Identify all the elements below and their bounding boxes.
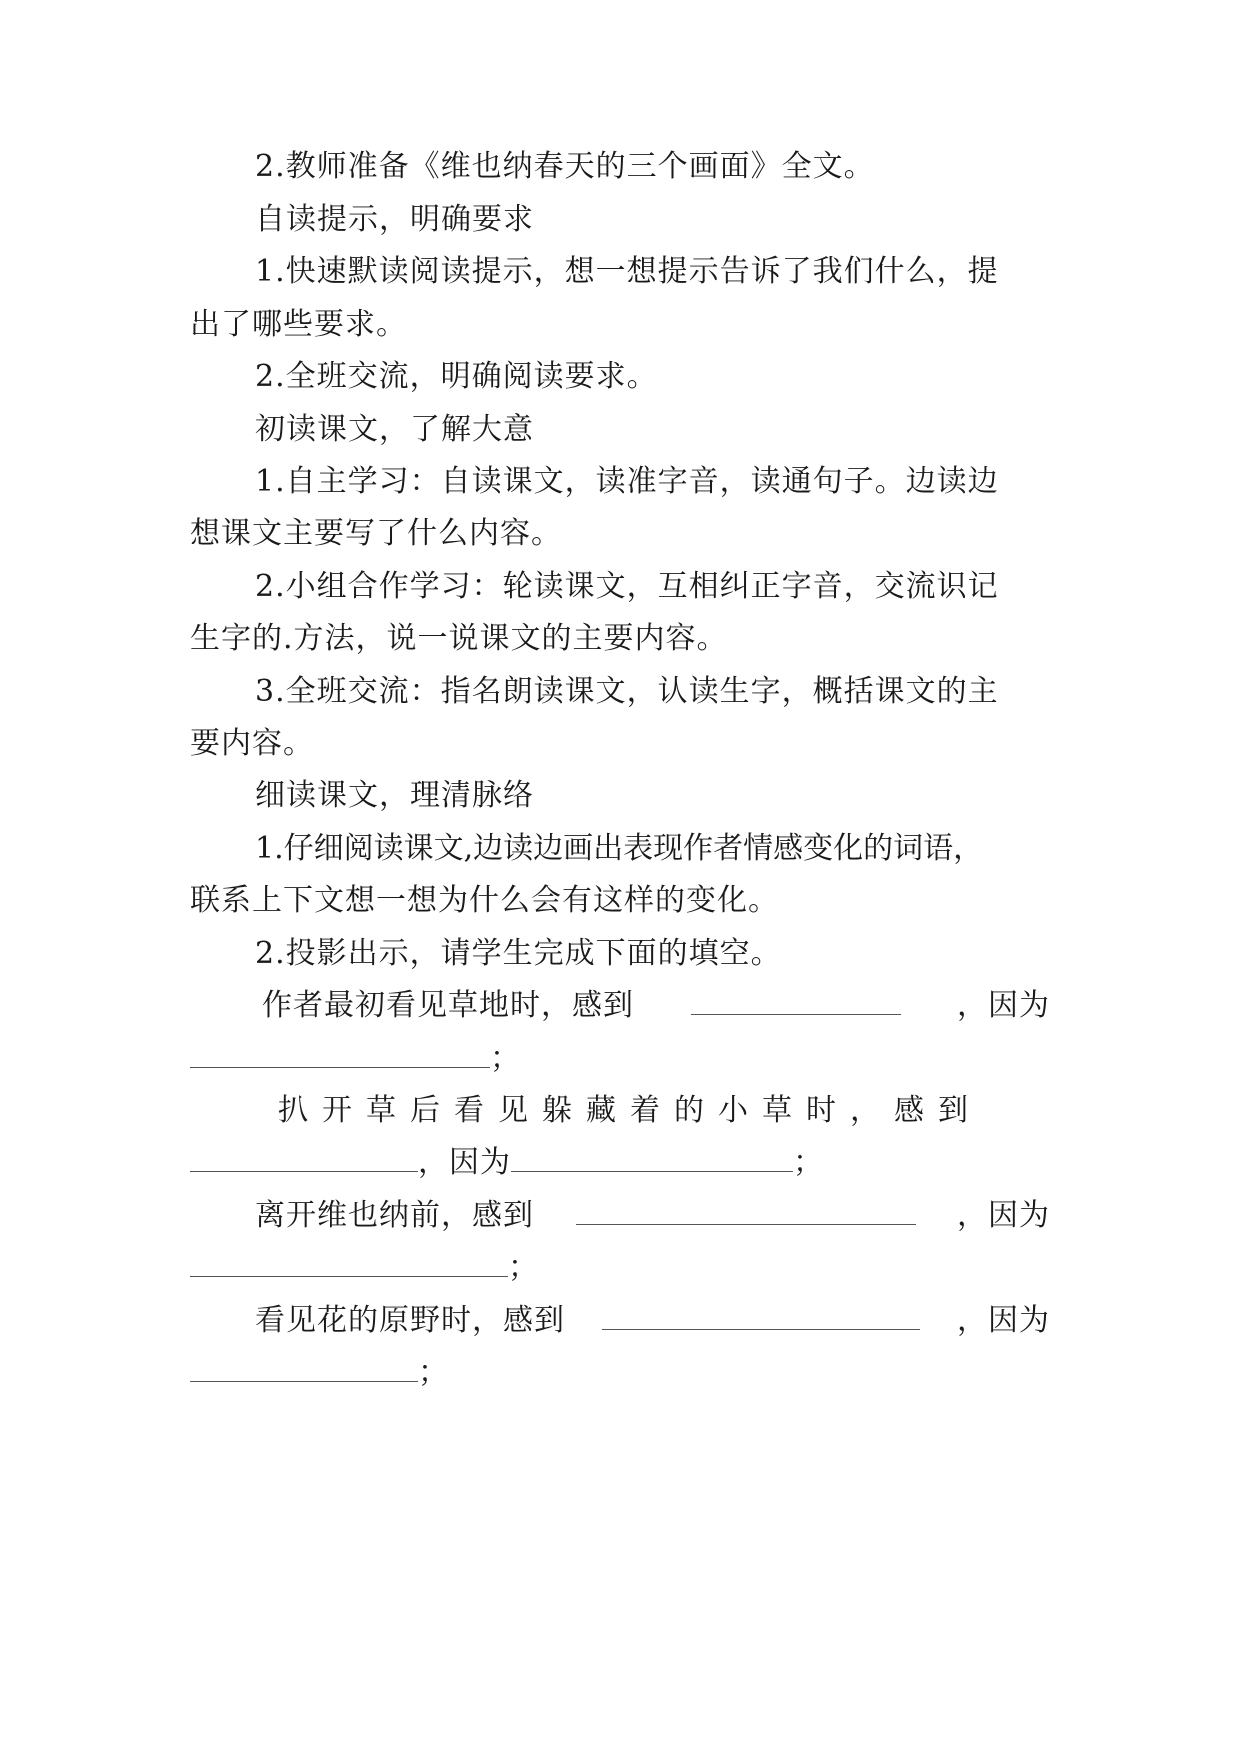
fill-in-blank-reason[interactable] <box>190 1248 508 1277</box>
section-heading-first-reading: 初读课文，了解大意 <box>255 412 534 447</box>
fill-in-because: ，因为 <box>957 988 1050 1023</box>
fill-in-because: ，因为 <box>957 1303 1050 1338</box>
fill-in-row-2 <box>278 1091 1050 1131</box>
fill-in-end: ； <box>793 1145 824 1180</box>
fill-in-blank-reason[interactable] <box>511 1143 793 1172</box>
fill-in-row-3 <box>255 1196 1050 1236</box>
text-segment: 1.快速默读阅读提示，想一想提示告诉了我们什么，提 <box>255 254 999 289</box>
fill-in-blank-feeling[interactable] <box>576 1196 916 1225</box>
paragraph-projection: 2.投影出示，请学生完成下面的填空。 <box>255 936 782 971</box>
paragraph-class-exchange: 2.全班交流，明确阅读要求。 <box>255 359 658 394</box>
section-heading-self-reading: 自读提示，明确要求 <box>255 202 534 237</box>
fill-in-row-3-cont <box>190 1248 1050 1288</box>
paragraph-self-study-line1: 1.自主学习：自读课文，读准字音，读通句子。边读边 <box>255 464 999 499</box>
fill-in-row-2-cont <box>190 1143 1050 1183</box>
fill-in-end: ； <box>490 1041 521 1076</box>
fill-in-row-4 <box>255 1301 1050 1341</box>
fill-in-blank-feeling[interactable] <box>190 1143 418 1172</box>
fill-in-prompt: 作者最初看见草地时，感到 <box>262 988 634 1023</box>
fill-in-blank-feeling[interactable] <box>602 1301 920 1330</box>
fill-in-end: ； <box>418 1355 449 1390</box>
fill-in-row-4-cont <box>190 1353 1050 1393</box>
fill-in-prompt: 扒开草后看见躲藏着的小草时，感到 <box>278 1093 982 1128</box>
paragraph-self-study-line2: 想课文主要写了什么内容。 <box>190 516 562 551</box>
fill-in-blank-feeling[interactable] <box>691 986 901 1015</box>
paragraph-careful-read-line1: 1.仔细阅读课文,边读边画出表现作者情感变化的词语， <box>255 831 984 866</box>
fill-in-because: ，因为 <box>957 1198 1050 1233</box>
fill-in-prompt: 看见花的原野时，感到 <box>255 1303 565 1338</box>
paragraph-read-tips-line1 <box>255 252 1050 292</box>
paragraph-careful-read-line2: 联系上下文想一想为什么会有这样的变化。 <box>190 883 779 918</box>
fill-in-blank-reason[interactable] <box>190 1039 490 1068</box>
paragraph-group-study-line2: 生字的.方法，说一说课文的主要内容。 <box>190 621 728 656</box>
fill-in-end: ； <box>508 1250 539 1285</box>
fill-in-blank-reason[interactable] <box>190 1353 418 1382</box>
paragraph-class-read-line1: 3.全班交流：指名朗读课文，认读生字，概括课文的主 <box>255 674 999 709</box>
paragraph-class-read-line2: 要内容。 <box>190 726 314 761</box>
fill-in-prompt: 离开维也纳前，感到 <box>255 1198 534 1233</box>
section-heading-close-reading: 细读课文，理清脉络 <box>255 778 534 813</box>
paragraph-teacher-prep: 2.教师准备《维也纳春天的三个画面》全文。 <box>255 149 875 184</box>
fill-in-because: ，因为 <box>418 1145 511 1180</box>
fill-in-row-1 <box>262 986 1050 1026</box>
paragraph-group-study-line1: 2.小组合作学习：轮读课文，互相纠正字音，交流识记 <box>255 569 999 604</box>
paragraph-read-tips-line2: 出了哪些要求。 <box>190 307 407 342</box>
fill-in-row-1-cont <box>190 1039 1050 1079</box>
